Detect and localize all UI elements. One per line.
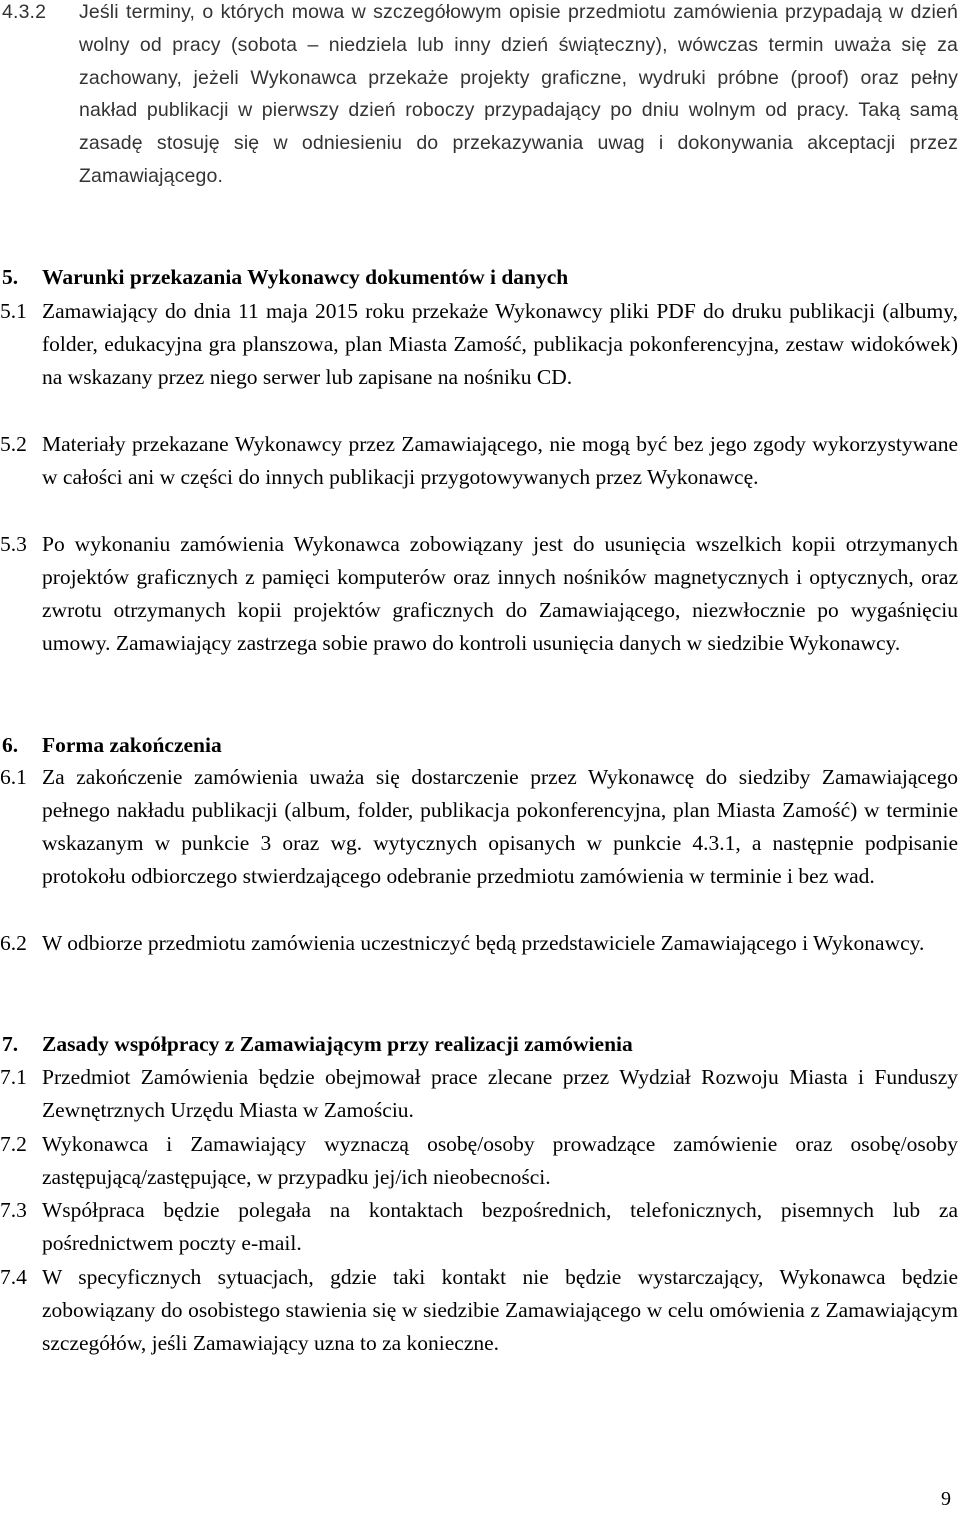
paragraph-text: Po wykonaniu zamówienia Wykonawca zobowiązany jest do usunięcia wszelkich kopii otrzymanych projektów graficznych z pamięci komputerów oraz innych nośników magnetycznych i optycznych, oraz zwrotu otrzymanych kopii projektów graficznych do Zamawiającego, niezwłocznie po wygaśnięciu umowy. Zamawiający zastrzega sobie prawo do kontroli usunięcia danych w siedzibie Wykonawcy. (42, 532, 958, 655)
paragraph-number: 7.4 (0, 1265, 27, 1289)
section-number: 5. (2, 265, 19, 289)
page-number: 9 (941, 1488, 951, 1510)
paragraph-number: 7.2 (0, 1132, 27, 1156)
paragraph-number: 5.3 (0, 532, 27, 556)
paragraph-number: 5.2 (0, 432, 27, 456)
section-number: 7. (2, 1032, 19, 1056)
section-title: Forma zakończenia (42, 733, 222, 757)
paragraph-text: W specyficznych sytuacjach, gdzie taki kontakt nie będzie wystarczający, Wykonawca będzie zobowiązany do osobistego stawienia się w siedzibie Zamawiającego w celu omówienia z Zamawiającym szczegółów, jeśli Zamawiający uzna to za konieczne. (42, 1265, 958, 1355)
paragraph-text: Wykonawca i Zamawiający wyznaczą osobę/osoby prowadzące zamówienie oraz osobę/osoby zastępującą/zastępujące, w przypadku jej/ich nieobecności. (42, 1132, 958, 1189)
paragraph-4-3-2 (0, 0, 958, 193)
section-number: 6. (2, 733, 19, 757)
paragraph-text: Jeśli terminy, o których mowa w szczegółowym opisie przedmiotu zamówienia przypadają w dzień wolny od pracy (sobota – niedziela lub inny dzień świąteczny), wówczas termin uważa się za zachowany, jeżeli Wykonawca przekaże projekty graficzne, wydruki próbne (proof) oraz pełny nakład publikacji w pierwszy dzień roboczy przypadający po dniu wolnym od pracy. Taką samą zasadę stosuję się w odniesieniu do przekazywania uwag i dokonywania akceptacji przez Zamawiającego. (79, 1, 958, 187)
paragraph-number: 5.1 (0, 299, 27, 323)
paragraph-text: Materiały przekazane Wykonawcy przez Zamawiającego, nie mogą być bez jego zgody wykorzystywane w całości ani w części do innych publikacji przygotowywanych przez Wykonawcę. (42, 432, 958, 489)
paragraph-number: 6.1 (0, 765, 27, 789)
paragraph-number: 6.2 (0, 931, 27, 955)
paragraph-number: 4.3.2 (2, 1, 47, 23)
paragraph-text: Współpraca będzie polegała na kontaktach bezpośrednich, telefonicznych, pisemnych lub za pośrednictwem poczty e-mail. (42, 1198, 958, 1255)
paragraph-5-2 (0, 428, 958, 494)
paragraph-5-3 (0, 528, 958, 660)
paragraph-5-1 (0, 295, 958, 394)
paragraph-number: 7.1 (0, 1065, 27, 1089)
paragraph-7-2 (0, 1128, 958, 1194)
paragraph-7-1 (0, 1061, 958, 1127)
paragraph-6-2 (0, 927, 958, 960)
paragraph-text: Przedmiot Zamówienia będzie obejmował prace zlecane przez Wydział Rozwoju Miasta i Funduszy Zewnętrznych Urzędu Miasta w Zamościu. (42, 1065, 958, 1122)
section-title: Warunki przekazania Wykonawcy dokumentów i danych (42, 265, 569, 289)
paragraph-7-3 (0, 1194, 958, 1260)
paragraph-number: 7.3 (0, 1198, 27, 1222)
paragraph-text: Za zakończenie zamówienia uważa się dostarczenie przez Wykonawcę do siedziby Zamawiającego pełnego nakładu publikacji (album, folder, publikacja pokonferencyjna, plan Miasta Zamość) w terminie wskazanym w punkcie 3 oraz wg. wytycznych opisanych w punkcie 4.3.1, a następnie podpisanie protokołu odbiorczego stwierdzającego odebranie przedmiotu zamówienia w terminie i bez wad. (42, 765, 958, 888)
paragraph-text: Zamawiający do dnia 11 maja 2015 roku przekaże Wykonawcy pliki PDF do druku publikacji (albumy, folder, edukacyjna gra planszowa, plan Miasta Zamość, publikacja pokonferencyjna, zestaw widokówek) na wskazany przez niego serwer lub zapisane na nośniku CD. (42, 299, 958, 389)
paragraph-6-1 (0, 761, 958, 893)
section-title: Zasady współpracy z Zamawiającym przy realizacji zamówienia (42, 1032, 633, 1056)
paragraph-7-4 (0, 1261, 958, 1360)
paragraph-text: W odbiorze przedmiotu zamówienia uczestniczyć będą przedstawiciele Zamawiającego i Wykonawcy. (42, 931, 925, 955)
